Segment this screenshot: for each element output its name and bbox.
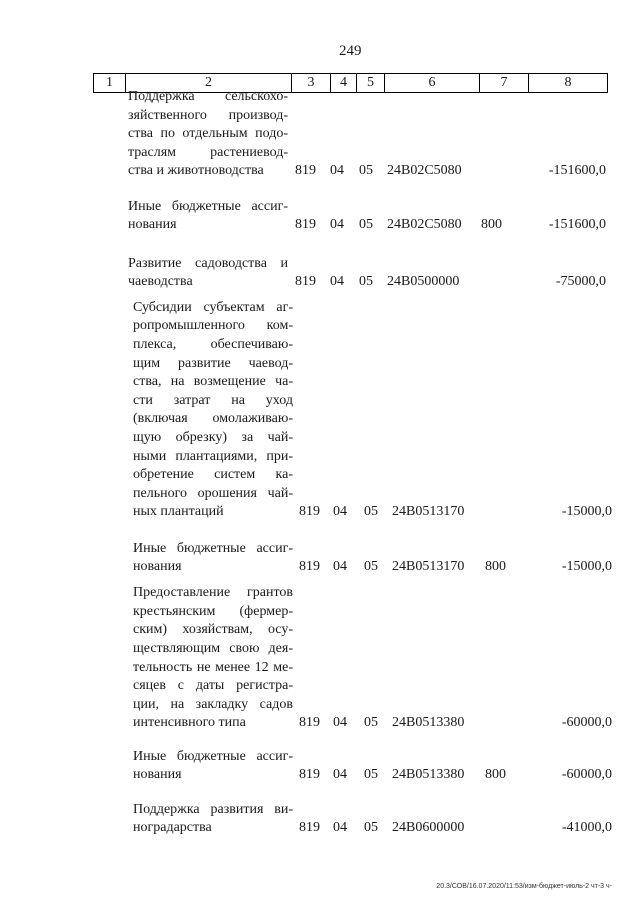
cell-col4: 04 bbox=[333, 504, 347, 520]
cell-col5: 05 bbox=[359, 217, 373, 233]
cell-col8: -60000,0 bbox=[561, 767, 612, 783]
description-line: ществляющим свою дея- bbox=[133, 640, 293, 656]
cell-col5: 05 bbox=[364, 715, 378, 731]
cell-col4: 04 bbox=[333, 559, 347, 575]
cell-col6: 24В02С5080 bbox=[387, 217, 462, 233]
description-line: ства и животноводства bbox=[128, 163, 264, 179]
cell-col8: -151600,0 bbox=[548, 217, 606, 233]
cell-col5: 05 bbox=[364, 559, 378, 575]
page-number-text: 249 bbox=[339, 43, 362, 59]
description-line: обретение систем ка- bbox=[133, 467, 293, 483]
cell-col8: -60000,0 bbox=[561, 715, 612, 731]
table-row bbox=[0, 801, 640, 838]
cell-col3: 819 bbox=[299, 715, 320, 731]
cell-col3: 819 bbox=[295, 274, 316, 290]
description-line: ции, на закладку садов bbox=[133, 696, 293, 712]
description-line: Иные бюджетные ассиг- bbox=[133, 748, 293, 764]
description-line: ства, на возмещение ча- bbox=[133, 374, 293, 390]
description-line: ными плантациями, при- bbox=[133, 448, 293, 464]
header-col-7: 7 bbox=[480, 74, 529, 92]
cell-col8: -15000,0 bbox=[561, 559, 612, 575]
cell-col8: -75000,0 bbox=[555, 274, 606, 290]
row-description bbox=[133, 540, 293, 577]
description-line: Иные бюджетные ассиг- bbox=[128, 198, 288, 214]
table-row bbox=[0, 299, 640, 522]
table-row bbox=[0, 198, 640, 235]
cell-col7: 800 bbox=[485, 559, 506, 575]
row-description bbox=[133, 299, 293, 522]
description-line: ства по отдельным подо- bbox=[128, 126, 288, 142]
description-line: чаеводства bbox=[128, 274, 193, 290]
description-line: Поддержка развития ви- bbox=[133, 801, 293, 817]
cell-col6: 24В0500000 bbox=[387, 274, 460, 290]
table-row bbox=[0, 748, 640, 785]
cell-col5: 05 bbox=[364, 820, 378, 836]
cell-col3: 819 bbox=[299, 559, 320, 575]
description-line: ским) хозяйствам, осу- bbox=[133, 622, 293, 638]
cell-col7: 800 bbox=[485, 767, 506, 783]
description-line: зяйственного производ- bbox=[128, 107, 288, 123]
row-description bbox=[133, 801, 293, 838]
description-line: крестьянским (фермер- bbox=[133, 603, 293, 619]
header-col-1: 1 bbox=[94, 74, 126, 92]
table-row bbox=[0, 540, 640, 577]
description-line: Предоставление грантов bbox=[133, 585, 293, 601]
cell-col3: 819 bbox=[299, 767, 320, 783]
cell-col4: 04 bbox=[333, 767, 347, 783]
cell-col3: 819 bbox=[299, 504, 320, 520]
cell-col3: 819 bbox=[295, 163, 316, 179]
description-line: ропромышленного ком- bbox=[133, 318, 293, 334]
header-col-5: 5 bbox=[357, 74, 385, 92]
cell-col6: 24В0600000 bbox=[392, 820, 465, 836]
header-col-8: 8 bbox=[564, 75, 572, 90]
description-line: плекса, обеспечиваю- bbox=[133, 336, 293, 352]
row-description bbox=[133, 584, 293, 733]
header-col-6: 6 bbox=[385, 74, 480, 92]
description-line: интенсивного типа bbox=[133, 715, 246, 731]
description-line: щим развитие чаевод- bbox=[133, 355, 293, 371]
cell-col8: -151600,0 bbox=[548, 163, 606, 179]
cell-col6: 24В0513380 bbox=[392, 715, 465, 731]
row-description bbox=[128, 255, 288, 292]
cell-col5: 05 bbox=[359, 274, 373, 290]
row-description bbox=[128, 88, 288, 181]
description-line: тельность не менее 12 ме- bbox=[133, 659, 293, 675]
cell-col6: 24В02С5080 bbox=[387, 163, 462, 179]
description-line: нования bbox=[133, 767, 182, 783]
cell-col4: 04 bbox=[330, 163, 344, 179]
description-line: сти затрат на уход bbox=[133, 392, 293, 408]
description-line: Субсидии субъектам аг- bbox=[133, 299, 293, 315]
cell-col4: 04 bbox=[333, 820, 347, 836]
cell-col4: 04 bbox=[330, 217, 344, 233]
cell-col6: 24В0513170 bbox=[392, 504, 465, 520]
cell-col4: 04 bbox=[330, 274, 344, 290]
cell-col3: 819 bbox=[295, 217, 316, 233]
cell-col4: 04 bbox=[333, 715, 347, 731]
cell-col8: -41000,0 bbox=[561, 820, 612, 836]
description-line: Развитие садоводства и bbox=[128, 255, 288, 271]
header-col-2: 2 bbox=[126, 74, 292, 92]
description-line: сяцев с даты регистра- bbox=[133, 678, 293, 694]
cell-col3: 819 bbox=[299, 820, 320, 836]
description-line: траслям растениевод- bbox=[128, 144, 288, 160]
table-row bbox=[0, 584, 640, 733]
description-line: Иные бюджетные ассиг- bbox=[133, 540, 293, 556]
description-line: нования bbox=[128, 217, 177, 233]
cell-col6: 24В0513170 bbox=[392, 559, 465, 575]
description-line: ных плантаций bbox=[133, 504, 224, 520]
description-line: нования bbox=[133, 559, 182, 575]
description-line: (включая омолаживаю- bbox=[133, 411, 293, 427]
cell-col8: -15000,0 bbox=[561, 504, 612, 520]
header-col-3: 3 bbox=[292, 74, 331, 92]
description-line: щую обрезку) за чай- bbox=[133, 429, 293, 445]
table-row bbox=[0, 255, 640, 292]
table-row bbox=[0, 88, 640, 181]
cell-col5: 05 bbox=[364, 504, 378, 520]
description-line: ноградарства bbox=[133, 820, 212, 836]
description-line: пельного орошения чай- bbox=[133, 485, 293, 501]
row-description bbox=[128, 198, 288, 235]
footer-stamp: 20.3/СОВ/16.07.2020/11:53/изм-бюджет-июль-2 чт-3 ч- bbox=[436, 883, 612, 890]
header-col-4: 4 bbox=[331, 74, 357, 92]
cell-col6: 24В0513380 bbox=[392, 767, 465, 783]
row-description bbox=[133, 748, 293, 785]
cell-col5: 05 bbox=[359, 163, 373, 179]
cell-col7: 800 bbox=[481, 217, 502, 233]
description-line: Поддержка сельскохо- bbox=[128, 89, 288, 104]
cell-col5: 05 bbox=[364, 767, 378, 783]
